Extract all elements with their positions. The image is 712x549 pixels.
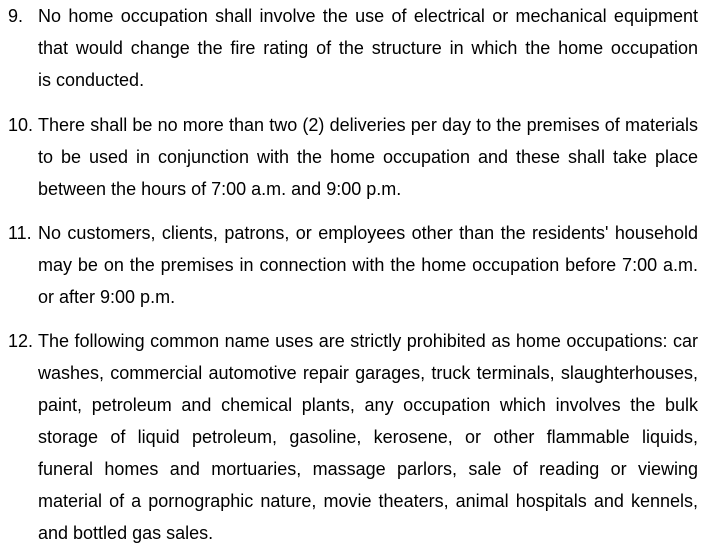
list-item-number: 10. — [8, 115, 34, 135]
text-line: No customers, clients, patrons, or employees other than the residents' household — [38, 223, 698, 243]
text-line: that would change the fire rating of the structure in which the home occupation — [38, 38, 698, 58]
text-line: washes, commercial automotive repair garages, truck terminals, slaughterhouses, — [38, 363, 698, 383]
text-line: and bottled gas sales. — [38, 523, 214, 543]
text-line: The following common name uses are strictly prohibited as home occupations: car — [38, 331, 698, 351]
text-line: paint, petroleum and chemical plants, any occupation which involves the bulk — [38, 395, 698, 415]
text-line: There shall be no more than two (2) deliveries per day to the premises of materials — [38, 115, 698, 135]
text-line: is conducted. — [38, 70, 145, 90]
list-item-text — [38, 325, 698, 549]
text-line: to be used in conjunction with the home occupation and these shall take place — [38, 147, 698, 167]
text-line: may be on the premises in connection with the home occupation before 7:00 a.m. — [38, 255, 698, 275]
list-item-text — [38, 109, 698, 205]
text-line: No home occupation shall involve the use of electrical or mechanical equipment — [38, 6, 698, 26]
text-line: or after 9:00 p.m. — [38, 287, 176, 307]
list-item-text — [38, 217, 698, 313]
list-item-number: 11. — [8, 223, 32, 243]
text-line: funeral homes and mortuaries, massage parlors, sale of reading or viewing — [38, 459, 698, 479]
text-line: between the hours of 7:00 a.m. and 9:00 p.m. — [38, 179, 402, 199]
text-line: storage of liquid petroleum, gasoline, kerosene, or other flammable liquids, — [38, 427, 698, 447]
text-line: material of a pornographic nature, movie theaters, animal hospitals and kennels, — [38, 491, 698, 511]
list-item-text — [38, 0, 698, 96]
list-item-number: 9. — [8, 6, 24, 26]
list-item-number: 12. — [8, 331, 34, 351]
